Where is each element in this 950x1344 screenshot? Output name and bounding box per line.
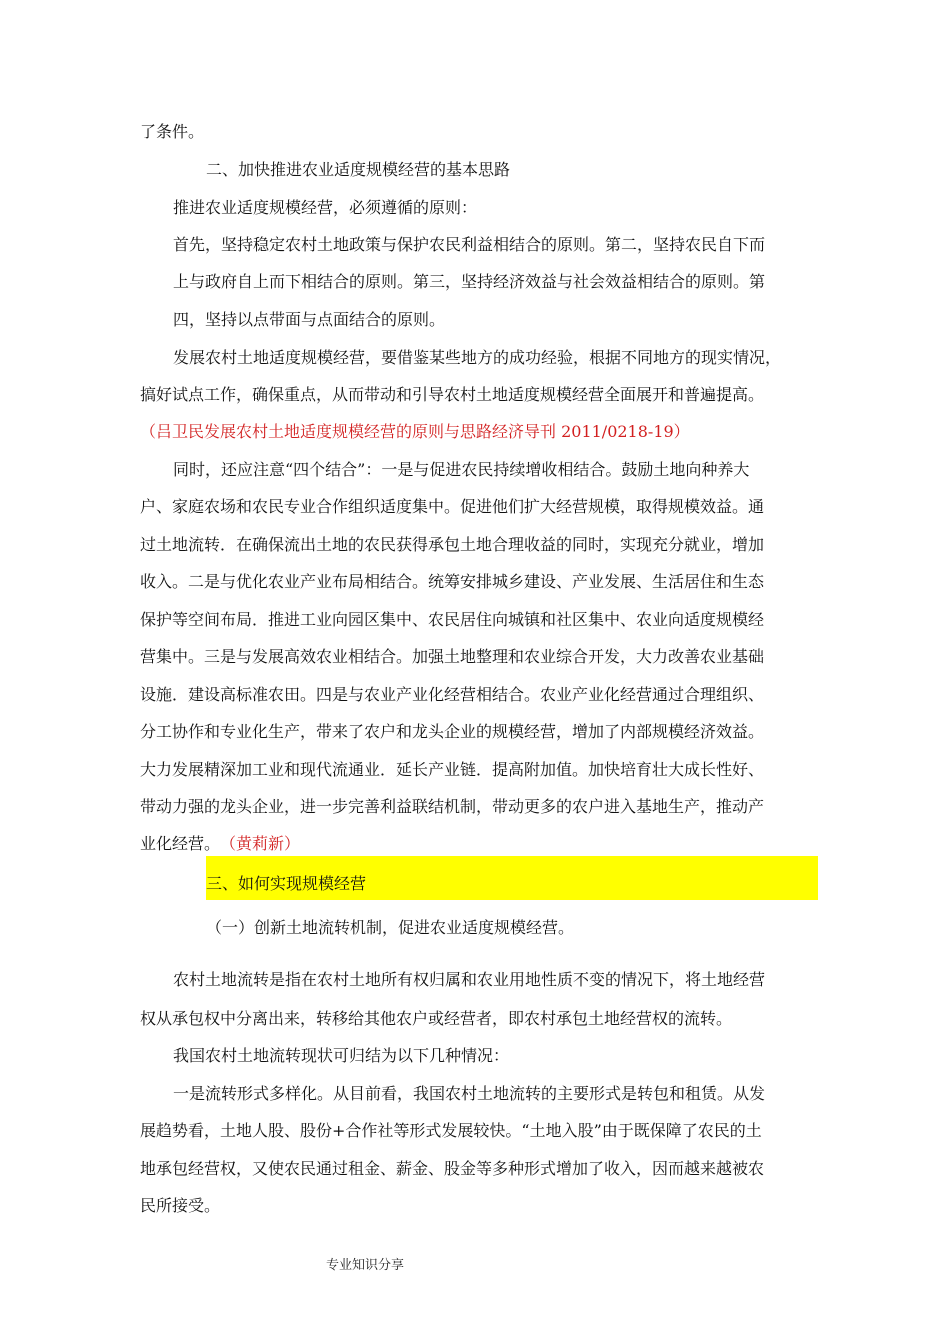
text-line: 了条件。 (140, 122, 205, 141)
subsection-heading: （一）创新土地流转机制，促进农业适度规模经营。 (206, 918, 575, 937)
text-line: 一是流转形式多样化。从目前看，我国农村土地流转的主要形式是转包和租赁。从发 (173, 1084, 766, 1103)
text-line: 设施．建设高标准农田。四是与农业产业化经营相结合。农业产业化经营通过合理组织、 (140, 685, 765, 704)
text-line: 搞好试点工作，确保重点，从而带动和引导农村土地适度规模经营全面展开和普遍提高。 (140, 385, 765, 404)
section-heading-highlighted: 三、如何实现规模经营 (206, 874, 367, 893)
text-line: 首先，坚持稳定农村土地政策与保护农民利益相结合的原则。第二，坚持农民自下而 (173, 235, 766, 254)
text-line: 大力发展精深加工业和现代流通业．延长产业链．提高附加值。加快培育壮大成长性好、 (140, 760, 765, 779)
text-line: 业化经营。 (140, 834, 221, 853)
text-line: 营集中。三是与发展高效农业相结合。加强土地整理和农业综合开发，大力改善农业基础 (140, 647, 765, 666)
text-line: 收入。二是与优化农业产业布局相结合。统筹安排城乡建设、产业发展、生活居住和生态 (140, 572, 765, 591)
text-line: 同时，还应注意“四个结合”：一是与促进农民持续增收相结合。鼓励土地向种养大 (173, 460, 750, 479)
text-line: 民所接受。 (140, 1196, 221, 1215)
text-line: 分工协作和专业化生产，带来了农户和龙头企业的规模经营，增加了内部规模经济效益。 (140, 722, 765, 741)
text-line: 发展农村土地适度规模经营，要借鉴某些地方的成功经验，根据不同地方的现实情况， (173, 348, 782, 367)
page-footer: 专业知识分享 (326, 1258, 405, 1273)
text-line: 四，坚持以点带面与点面结合的原则。 (173, 310, 446, 329)
section-heading: 二、加快推进农业适度规模经营的基本思路 (206, 160, 511, 179)
text-line: 推进农业适度规模经营，必须遵循的原则： (173, 198, 478, 217)
text-line: 带动力强的龙头企业，进一步完善利益联结机制，带动更多的农户进入基地生产，推动产 (140, 797, 765, 816)
text-line: 上与政府自上而下相结合的原则。第三，坚持经济效益与社会效益相结合的原则。第 (173, 272, 766, 291)
text-line: 地承包经营权，又使农民通过租金、薪金、股金等多种形式增加了收入，因而越来越被农 (140, 1159, 765, 1178)
text-line: 权从承包权中分离出来，转移给其他农户或经营者，即农村承包土地经营权的流转。 (140, 1009, 733, 1028)
text-line: 我国农村土地流转现状可归结为以下几种情况： (173, 1046, 510, 1065)
author-citation: （黄莉新） (220, 834, 301, 853)
text-line: 户、家庭农场和农民专业合作组织适度集中。促进他们扩大经营规模，取得规模效益。通 (140, 497, 765, 516)
citation: （吕卫民发展农村土地适度规模经营的原则与思路经济导刊 2011/0218-19） (140, 422, 690, 441)
text-line: 保护等空间布局．推进工业向园区集中、农民居住向城镇和社区集中、农业向适度规模经 (140, 610, 765, 629)
text-line: 过土地流转．在确保流出土地的农民获得承包土地合理收益的同时，实现充分就业，增加 (140, 535, 765, 554)
text-line: 农村土地流转是指在农村土地所有权归属和农业用地性质不变的情况下，将土地经营 (173, 970, 766, 989)
text-line: 展趋势看，土地人股、股份+合作社等形式发展较快。“土地入股”由于既保障了农民的土 (140, 1121, 762, 1140)
